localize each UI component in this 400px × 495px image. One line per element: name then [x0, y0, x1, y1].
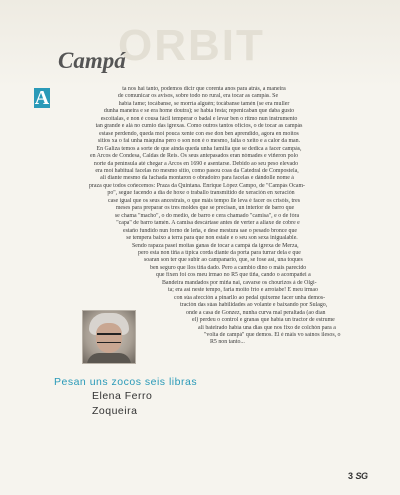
article-line: sitios xa o fai unha máquina pero o son non é o mesmo, falta o xeito e a calor da man. — [97, 138, 301, 145]
article-line: case igual que os seus ancestrais, o que máis tempo lle leva é facer os crisóis, tres — [107, 197, 301, 204]
page-footer — [348, 471, 368, 481]
article-line: meses para preparar os tres moldes que se precisan, un interior de barro que — [115, 205, 295, 212]
article-line: En Galiza temos a sorte de que ainda queda unha familia que se dedica a facer campás, — [96, 145, 302, 152]
page-number: 3 — [348, 471, 354, 481]
article-line: "volta de campá" que demos. El é máis vo saínos ilesos, o — [204, 331, 341, 338]
article-line: norte da península até chegar a Arcos en 1690 e asentarse. Debido ao seu peso elevado — [93, 160, 299, 167]
article-line: "capa" de barro tamén. A camisa descártase antes de verter a aliaxe de cobre e — [116, 220, 300, 227]
caption-tagline: Pesan uns zocos seis libras — [54, 376, 198, 388]
article-body — [34, 86, 364, 347]
article-line: Sendo rapaza pasei moitas ganas de tocar a campá da igrexa de Merza, — [132, 242, 299, 249]
article-line: ali bateirado había una dias que nos fixo de colchón para a — [198, 324, 336, 331]
article-title: Campá — [58, 48, 126, 73]
article-line: con súa afección a pinarllo ao pedal quixeme facer unha demos- — [174, 294, 326, 301]
article-line: se tempera baixo a terra para que non estale e o seu son sexa inigualable. — [126, 235, 298, 242]
article-line: onde a casa de Gonzez, nunha curva mal peraltada (ao dían — [186, 309, 326, 316]
author-photo — [82, 310, 136, 364]
article-line: tración das súas habilidades ao volante e baixando por Sulago, — [180, 302, 328, 309]
drop-cap: A — [34, 87, 50, 109]
author-last-name: Zoqueira — [92, 405, 138, 417]
article-line: en Arcos de Condesa, Caldas de Reis. Os seus antepasados eran nómades e viñeron polo — [89, 153, 299, 160]
article-line: praza que todos coñecemos: Praza da Quintana. Enrique López Campo, de "Campás Ocam- — [88, 182, 306, 189]
article-line: escoitalas, e non é cousa fácil temperar o badal e levar ben o ritmo nun instrumento — [100, 115, 298, 122]
magazine-logo: SG — [355, 471, 368, 481]
article-line: soaran son ter que subir ao campanario, que, se fose así, una toques — [144, 257, 303, 264]
author-first-name: Elena Ferro — [92, 390, 153, 402]
article-line: ta nos hai tanto, podemos dicir que corenta anos para atrás, a maneira — [122, 86, 286, 92]
article-line: tan grande e alá no cumio das igrexas. Como outros tantos oficios, o de tocar as campás — [95, 123, 303, 130]
article-line: Bandeira mandados por miña nai, cavarse os chourizos á de Olgi- — [162, 279, 317, 286]
article-line: se chama "macho", o do medio, de barro e cera chamado "camisa", e o de fóra — [114, 212, 300, 219]
article-line: ben seguro que llos tiña dado. Pero a cambio dino o máis parecido — [150, 264, 307, 271]
article-line: estase perdendo, queda moi pouca xente con ese don ben aprendido, agora en moitos — [99, 130, 299, 137]
article-line: el) perdeu o control e granas que había un tractor de estrume — [192, 317, 335, 324]
article-line: ali diante mesmo da fachada montaron o obradoiro para facelas e dándolle nome á — [100, 175, 294, 182]
article-line: estaño fundido nun forno de leña, e dese mestura sae o pesado bronce que — [122, 227, 298, 234]
article-line: de comunicar os avisos, sobre todo no rural, era tocar as campás. Se — [117, 93, 279, 100]
article-line: que fixen foi cos meu irmao no R5 que tiña, cando o acompañei a — [156, 272, 311, 279]
ghost-heading: ORBIT — [118, 24, 265, 68]
article-line: pero esta non tiña a típica corda diante da porta para turrar dela e que — [138, 249, 301, 256]
article-line: había fame; tocábanse, se morría alguén; tocábanse tamén (se era muller — [118, 100, 290, 107]
article-line: dunha maneira e se era home doutra); se había festa; repenicaban que daba gusto — [103, 108, 295, 115]
article-line: R5 non tanto... — [210, 339, 245, 346]
article-line: era moi habitual facelas no mesmo sitio, como pasou coas da Catedral de Compostela, — [95, 167, 299, 174]
article-line: po", segue facendo a día de hoxe o traballo transmitido de xeración en xeración — [107, 190, 295, 197]
article-line: ta; era así neste tempo, faria moito frío e arroiabe! E meu irmao — [168, 287, 318, 294]
